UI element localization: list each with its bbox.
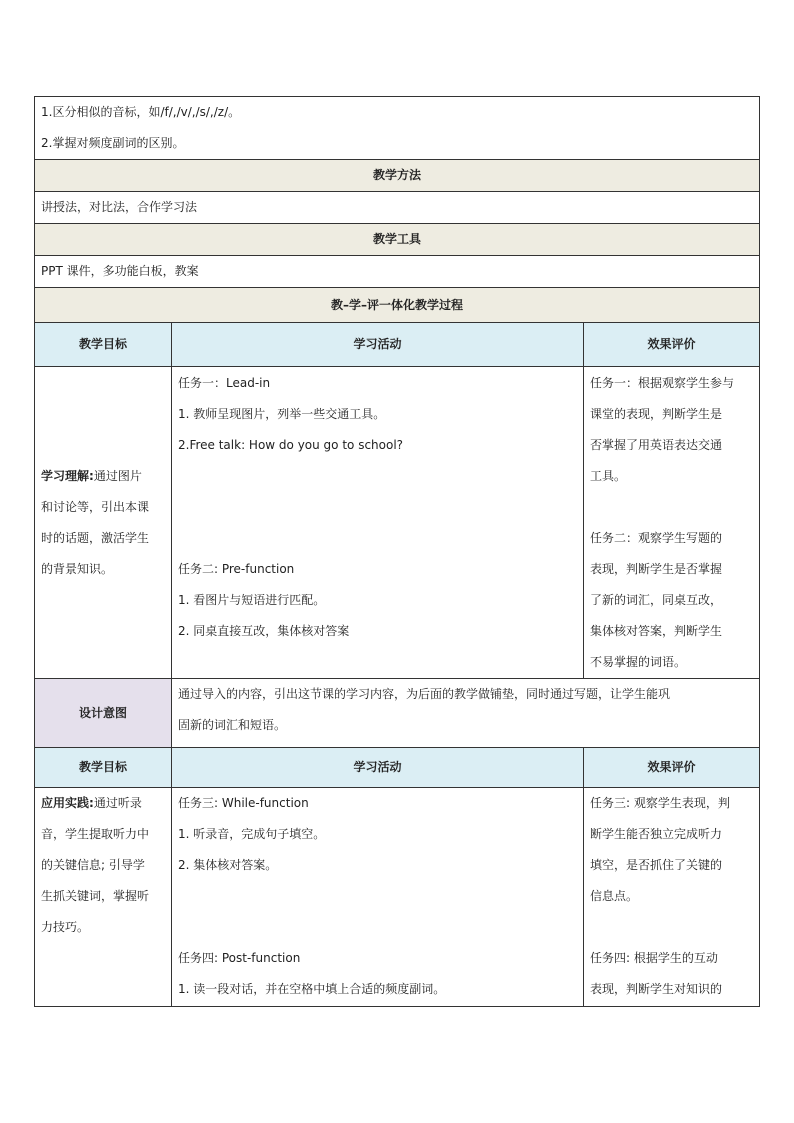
column-header-activity: 学习活动 [172, 323, 584, 367]
section1-goal-line-3: 时的话题，激活学生 [41, 530, 150, 545]
eval1-line-2: 课堂的表现，判断学生是 [590, 407, 723, 421]
lesson-plan-table [34, 96, 760, 1007]
section2-goal-title: 应用实践: [41, 796, 94, 810]
task2-title: 任务二: Pre-function [178, 562, 295, 576]
eval1-line-3: 否掌握了用英语表达交通 [590, 438, 723, 452]
tools-heading-row [35, 224, 760, 256]
eval4-line-2: 表现，判断学生对知识的 [590, 982, 723, 996]
objectives-cell [35, 97, 760, 160]
section2-activity-cell [172, 788, 584, 1007]
eval1-line-4: 工具。 [590, 469, 627, 483]
column-header-row-2 [35, 748, 760, 788]
section2-goal-cell [35, 788, 172, 1007]
task2-item-2: 2. 同桌直接互改，集体核对答案 [178, 624, 350, 638]
design-intent-row [35, 679, 760, 748]
task1-title: 任务一：Lead-in [178, 376, 271, 390]
task3-item-2: 2. 集体核对答案。 [178, 858, 278, 872]
eval4-line-1: 任务四: 根据学生的互动 [590, 951, 718, 965]
task2-item-1: 1. 看图片与短语进行匹配。 [178, 593, 326, 607]
design-intent-line-2: 固新的词汇和短语。 [178, 718, 287, 732]
task1-item-1: 1. 教师呈现图片，列举一些交通工具。 [178, 407, 386, 421]
section1-activity-cell [172, 367, 584, 679]
tools-content-row [35, 256, 760, 288]
section2-goal-line-4: 生抓关键词，掌握听 [41, 889, 150, 903]
section1-evaluation-cell [584, 367, 760, 679]
eval2-line-1: 任务二：观察学生写题的 [590, 531, 723, 545]
eval3-line-2: 断学生能否独立完成听力 [590, 827, 723, 841]
section1-goal-cell [35, 367, 172, 679]
section1-goal-line-4: 的背景知识。 [41, 561, 114, 576]
section1-goal-title: 学习理解: [41, 468, 94, 483]
column-header-row-1 [35, 323, 760, 367]
column-header-goal-2: 教学目标 [35, 748, 172, 788]
eval3-line-4: 信息点。 [590, 889, 639, 903]
methods-content: 讲授法，对比法，合作学习法 [35, 192, 760, 224]
section1-row [35, 367, 760, 679]
task3-item-1: 1. 听录音，完成句子填空。 [178, 827, 326, 841]
column-header-goal: 教学目标 [35, 323, 172, 367]
task3-title: 任务三: While-function [178, 796, 309, 810]
section1-goal-line-1: 通过图片 [93, 468, 142, 483]
design-intent-line-1: 通过导入的内容，引出这节课的学习内容，为后面的教学做铺垫，同时通过写题，让学生能巩 [178, 687, 671, 701]
eval3-line-1: 任务三: 观察学生表现，判 [590, 796, 730, 810]
section2-goal-line-5: 力技巧。 [41, 920, 90, 934]
eval2-line-2: 表现，判断学生是否掌握 [590, 562, 723, 576]
task1-item-2: 2.Free talk: How do you go to school? [178, 438, 404, 452]
task4-item-1: 1. 读一段对话，并在空格中填上合适的频度副词。 [178, 982, 446, 996]
methods-heading: 教学方法 [35, 160, 760, 192]
eval2-line-5: 不易掌握的词语。 [590, 655, 687, 669]
eval1-line-1: 任务一：根据观察学生参与 [590, 376, 735, 390]
tools-content: PPT 课件，多功能白板，教案 [35, 256, 760, 288]
eval2-line-3: 了新的词汇，同桌互改， [590, 593, 723, 607]
objective-line-2: 2.掌握对频度副词的区别。 [41, 136, 185, 150]
process-heading-row [35, 288, 760, 323]
methods-content-row [35, 192, 760, 224]
section2-evaluation-cell [584, 788, 760, 1007]
process-heading: 教–学–评一体化教学过程 [35, 288, 760, 323]
section2-row [35, 788, 760, 1007]
objectives-row [35, 97, 760, 160]
section2-goal-line-2: 音，学生提取听力中 [41, 827, 150, 841]
methods-heading-row [35, 160, 760, 192]
section2-goal-line-3: 的关键信息; 引导学 [41, 858, 145, 872]
section1-goal-line-2: 和讨论等，引出本课 [41, 499, 150, 514]
column-header-evaluation: 效果评价 [584, 323, 760, 367]
objective-line-1: 1.区分相似的音标，如/f/,/v/,/s/,/z/。 [41, 105, 241, 119]
tools-heading: 教学工具 [35, 224, 760, 256]
eval3-line-3: 填空，是否抓住了关键的 [590, 858, 723, 872]
section2-goal-line-1: 通过听录 [93, 796, 142, 810]
design-intent-label: 设计意图 [35, 679, 172, 748]
column-header-activity-2: 学习活动 [172, 748, 584, 788]
task4-title: 任务四: Post-function [178, 951, 301, 965]
column-header-evaluation-2: 效果评价 [584, 748, 760, 788]
design-intent-text [172, 679, 760, 748]
eval2-line-4: 集体核对答案，判断学生 [590, 624, 723, 638]
